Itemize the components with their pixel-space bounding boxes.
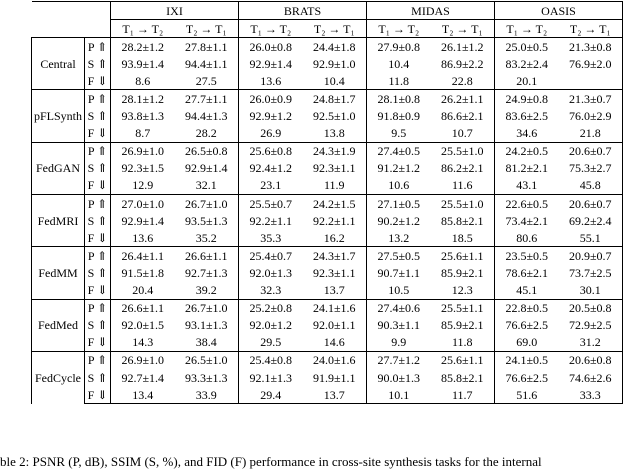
dataset-header: MIDAS (367, 2, 495, 20)
table-row (32, 299, 623, 317)
value-cell: 26.7±1.0 (175, 195, 239, 213)
value-cell: 81.2±2.1 (505, 161, 549, 176)
value-cell: 51.6 (495, 386, 559, 404)
table-row (32, 264, 623, 281)
direction-header: T₁ → T₂ (495, 20, 559, 38)
value-cell: 85.9±2.1 (431, 317, 495, 334)
table-row (32, 247, 623, 265)
value-cell: 26.6±1.1 (111, 299, 175, 317)
value-cell: 30.1 (559, 282, 623, 300)
value-cell: 55.1 (559, 229, 623, 247)
value-cell: 92.9±1.4 (249, 56, 293, 71)
table-caption: ble 2: PSNR (P, dB), SSIM (S, %), and FID (F) performance in cross-site synthesis tasks for the internal (0, 454, 542, 469)
value-cell: 11.6 (431, 177, 495, 195)
metric-label: P ⇑ (85, 38, 111, 56)
value-cell: 83.2±2.4 (505, 56, 549, 71)
table-row (32, 212, 623, 229)
value-cell: 26.9±1.0 (111, 351, 175, 369)
value-cell: 11.7 (431, 386, 495, 404)
value-cell: 24.8±1.7 (303, 90, 367, 108)
value-cell: 93.5±1.3 (175, 212, 239, 229)
value-cell: 13.2 (388, 230, 410, 245)
value-cell: 13.6 (132, 230, 154, 245)
value-cell: 45.8 (559, 177, 623, 195)
value-cell: 92.0±1.5 (121, 318, 165, 333)
value-cell: 91.2±1.2 (377, 161, 421, 176)
value-cell: 13.7 (303, 386, 367, 404)
value-cell: 26.0±0.9 (239, 90, 303, 108)
method-name: FedMRI (32, 195, 85, 247)
metric-label: P ⇑ (85, 351, 111, 369)
value-cell: 35.3 (260, 230, 282, 245)
value-cell: 75.3±2.7 (559, 160, 623, 177)
metric-label: P ⇑ (85, 142, 111, 160)
value-cell: 22.8±0.5 (495, 299, 559, 317)
value-cell: 92.2±1.1 (249, 213, 293, 228)
metric-label: S ⇑ (85, 317, 111, 334)
value-cell: 27.1±0.5 (367, 195, 431, 213)
value-cell: 16.2 (303, 229, 367, 247)
value-cell: 29.4 (239, 386, 303, 404)
value-cell: 86.6±2.1 (431, 108, 495, 125)
value-cell: 90.2±1.2 (377, 213, 421, 228)
value-cell: 92.0±1.1 (303, 317, 367, 334)
value-cell: 92.5±1.0 (303, 108, 367, 125)
value-cell: 11.8 (431, 334, 495, 352)
value-cell: 25.4±0.8 (239, 351, 303, 369)
value-cell: 9.9 (391, 335, 407, 350)
value-cell: 85.8±2.1 (431, 212, 495, 229)
value-cell: 10.4 (303, 72, 367, 90)
results-table (31, 1, 623, 404)
table-row (32, 317, 623, 334)
value-cell: 8.6 (135, 73, 151, 88)
value-cell: 11.8 (388, 73, 410, 88)
value-cell: 74.6±2.6 (559, 369, 623, 386)
metric-label: S ⇑ (85, 108, 111, 125)
value-cell: 23.5±0.5 (495, 247, 559, 265)
table-row (32, 195, 623, 213)
value-cell: 28.2 (175, 125, 239, 143)
direction-header: T₁ → T₂ (239, 20, 303, 38)
value-cell: 94.4±1.3 (175, 108, 239, 125)
method-name: FedMM (32, 247, 85, 299)
metric-label: P ⇑ (85, 195, 111, 213)
value-cell: 92.3±1.1 (303, 160, 367, 177)
value-cell: 22.6±0.5 (495, 195, 559, 213)
value-cell: 26.2±1.1 (431, 90, 495, 108)
table-row (32, 177, 623, 195)
value-cell: 25.6±1.1 (431, 351, 495, 369)
value-cell: 73.7±2.5 (559, 264, 623, 281)
metric-label: S ⇑ (85, 212, 111, 229)
value-cell: 28.1±0.8 (367, 90, 431, 108)
value-cell: 13.7 (303, 282, 367, 300)
value-cell: 32.3 (260, 283, 282, 298)
value-cell: 21.3±0.8 (559, 38, 623, 56)
value-cell: 26.5±0.8 (175, 142, 239, 160)
value-cell: 24.2±0.5 (495, 142, 559, 160)
value-cell: 91.8±0.9 (377, 109, 421, 124)
value-cell: 26.6±1.1 (175, 247, 239, 265)
metric-label: F ⇓ (85, 334, 111, 352)
method-name: FedMed (32, 299, 85, 351)
value-cell: 92.7±1.3 (175, 264, 239, 281)
value-cell: 26.1±1.2 (431, 38, 495, 56)
method-name: Central (32, 38, 85, 90)
value-cell: 24.4±1.8 (303, 38, 367, 56)
value-cell: 34.6 (516, 126, 538, 141)
metric-label: S ⇑ (85, 264, 111, 281)
value-cell: 93.3±1.3 (175, 369, 239, 386)
metric-label: F ⇓ (85, 386, 111, 404)
direction-header: T₁ → T₂ (367, 20, 431, 38)
value-cell: 27.8±1.1 (175, 38, 239, 56)
value-cell: 25.5±1.0 (431, 142, 495, 160)
metric-label: F ⇓ (85, 229, 111, 247)
value-cell: 92.9±1.0 (303, 55, 367, 72)
direction-header: T₂ → T₁ (303, 20, 367, 38)
direction-header: T₁ → T₂ (111, 20, 175, 38)
value-cell: 21.8 (559, 125, 623, 143)
value-cell: 76.9±2.0 (559, 55, 623, 72)
value-cell: 24.3±1.7 (303, 247, 367, 265)
table-row (32, 38, 623, 56)
value-cell: 90.0±1.3 (377, 370, 421, 385)
metric-label: S ⇑ (85, 369, 111, 386)
metric-label: S ⇑ (85, 55, 111, 72)
table-row (32, 160, 623, 177)
value-cell: 39.2 (175, 282, 239, 300)
metric-label: P ⇑ (85, 247, 111, 265)
value-cell: 91.5±1.8 (121, 265, 165, 280)
metric-label: P ⇑ (85, 299, 111, 317)
value-cell: 26.7±1.0 (175, 299, 239, 317)
direction-header-row (32, 20, 623, 38)
value-cell: 24.2±1.5 (303, 195, 367, 213)
value-cell: 38.4 (175, 334, 239, 352)
method-name: pFLSynth (32, 90, 85, 142)
metric-label: F ⇓ (85, 72, 111, 90)
value-cell: 76.0±2.9 (559, 108, 623, 125)
value-cell: 21.3±0.7 (559, 90, 623, 108)
value-cell: 25.0±0.5 (495, 38, 559, 56)
value-cell: 92.4±1.2 (249, 161, 293, 176)
value-cell: 10.1 (367, 386, 431, 404)
metric-label: F ⇓ (85, 177, 111, 195)
metric-label: P ⇑ (85, 90, 111, 108)
value-cell: 25.6±1.1 (431, 247, 495, 265)
value-cell: 13.8 (303, 125, 367, 143)
table-row (32, 142, 623, 160)
value-cell: 92.3±1.5 (121, 161, 165, 176)
value-cell: 26.5±1.0 (175, 351, 239, 369)
value-cell: 24.9±0.8 (495, 90, 559, 108)
value-cell: 31.2 (559, 334, 623, 352)
value-cell: 72.9±2.5 (559, 317, 623, 334)
value-cell: 91.9±1.1 (303, 369, 367, 386)
value-cell: 92.2±1.1 (303, 212, 367, 229)
value-cell: 10.4 (388, 56, 410, 71)
value-cell: 90.3±1.1 (377, 318, 421, 333)
table-row (32, 334, 623, 352)
table-row (32, 125, 623, 143)
table-row (32, 386, 623, 404)
value-cell: 76.6±2.5 (505, 370, 549, 385)
value-cell: 25.5±1.0 (431, 195, 495, 213)
table-row (32, 55, 623, 72)
value-cell: 25.4±0.7 (239, 247, 303, 265)
value-cell: 12.3 (431, 282, 495, 300)
value-cell: 20.5±0.8 (559, 299, 623, 317)
value-cell: 26.9±1.0 (111, 142, 175, 160)
value-cell: 24.1±0.5 (495, 351, 559, 369)
value-cell: 13.6 (260, 73, 282, 88)
value-cell: 22.8 (431, 72, 495, 90)
value-cell: 27.7±1.1 (175, 90, 239, 108)
value-cell: 92.9±1.2 (249, 109, 293, 124)
value-cell: 27.4±0.6 (367, 299, 431, 317)
value-cell: 20.6±0.7 (559, 195, 623, 213)
value-cell: 25.5±0.7 (239, 195, 303, 213)
value-cell: 94.4±1.1 (175, 55, 239, 72)
value-cell: 92.7±1.4 (121, 370, 165, 385)
value-cell: 23.1 (260, 178, 282, 193)
value-cell: 13.4 (111, 386, 175, 404)
value-cell: 27.5 (175, 72, 239, 90)
value-cell: 93.1±1.3 (175, 317, 239, 334)
value-cell: 24.1±1.6 (303, 299, 367, 317)
results-body (32, 38, 623, 404)
value-cell: 92.0±1.3 (249, 265, 293, 280)
value-cell: 28.1±1.2 (111, 90, 175, 108)
value-cell: 73.4±2.1 (505, 213, 549, 228)
value-cell: 26.0±0.8 (239, 38, 303, 56)
table-row (32, 108, 623, 125)
value-cell: 69.0 (516, 335, 538, 350)
value-cell: 20.6±0.8 (559, 351, 623, 369)
dataset-header: OASIS (495, 2, 623, 20)
value-cell: 83.6±2.5 (505, 109, 549, 124)
value-cell: 9.5 (391, 126, 407, 141)
table-row (32, 229, 623, 247)
value-cell: 14.6 (303, 334, 367, 352)
value-cell (559, 72, 623, 90)
value-cell: 45.1 (516, 283, 538, 298)
value-cell: 32.1 (175, 177, 239, 195)
value-cell: 10.5 (388, 283, 410, 298)
value-cell: 90.7±1.1 (377, 265, 421, 280)
value-cell: 85.8±2.1 (431, 369, 495, 386)
value-cell: 12.9 (132, 178, 154, 193)
value-cell: 18.5 (431, 229, 495, 247)
value-cell: 24.3±1.9 (303, 142, 367, 160)
value-cell: 33.9 (175, 386, 239, 404)
value-cell: 8.7 (135, 126, 151, 141)
metric-label: F ⇓ (85, 282, 111, 300)
value-cell: 92.1±1.3 (249, 370, 293, 385)
table-row (32, 369, 623, 386)
value-cell: 92.0±1.2 (249, 318, 293, 333)
table-row (32, 90, 623, 108)
value-cell: 78.6±2.1 (505, 265, 549, 280)
value-cell: 86.2±2.1 (431, 160, 495, 177)
metric-label: F ⇓ (85, 125, 111, 143)
table-row (32, 351, 623, 369)
value-cell: 92.3±1.1 (303, 264, 367, 281)
value-cell: 20.6±0.7 (559, 142, 623, 160)
value-cell: 20.1 (516, 73, 538, 88)
value-cell: 35.2 (175, 229, 239, 247)
table-row (32, 72, 623, 90)
value-cell: 26.4±1.1 (111, 247, 175, 265)
metric-label: S ⇑ (85, 160, 111, 177)
dataset-header-row (32, 2, 623, 20)
value-cell: 27.0±1.0 (111, 195, 175, 213)
value-cell: 10.6 (388, 178, 410, 193)
value-cell: 33.3 (559, 386, 623, 404)
value-cell: 26.9 (260, 126, 282, 141)
direction-header: T₂ → T₁ (175, 20, 239, 38)
value-cell: 24.0±1.6 (303, 351, 367, 369)
value-cell: 80.6 (516, 230, 538, 245)
value-cell: 92.9±1.4 (121, 213, 165, 228)
direction-header: T₂ → T₁ (431, 20, 495, 38)
value-cell: 92.9±1.4 (175, 160, 239, 177)
method-name: FedGAN (32, 142, 85, 194)
value-cell: 11.9 (303, 177, 367, 195)
value-cell: 43.1 (516, 178, 538, 193)
value-cell: 76.6±2.5 (505, 318, 549, 333)
value-cell: 27.9±0.8 (367, 38, 431, 56)
value-cell: 20.4 (132, 283, 154, 298)
value-cell: 93.9±1.4 (121, 56, 165, 71)
value-cell: 14.3 (132, 335, 154, 350)
value-cell: 28.2±1.2 (111, 38, 175, 56)
value-cell: 27.7±1.2 (367, 351, 431, 369)
value-cell: 20.9±0.7 (559, 247, 623, 265)
value-cell: 25.5±1.1 (431, 299, 495, 317)
dataset-header: BRATS (239, 2, 367, 20)
value-cell: 69.2±2.4 (559, 212, 623, 229)
value-cell: 86.9±2.2 (431, 55, 495, 72)
value-cell: 93.8±1.3 (121, 109, 165, 124)
dataset-header: IXI (111, 2, 239, 20)
value-cell: 25.6±0.8 (239, 142, 303, 160)
direction-header: T₂ → T₁ (559, 20, 623, 38)
method-name: FedCycle (32, 351, 85, 403)
value-cell: 85.9±2.1 (431, 264, 495, 281)
value-cell: 27.4±0.5 (367, 142, 431, 160)
table-row (32, 282, 623, 300)
value-cell: 27.5±0.5 (367, 247, 431, 265)
value-cell: 25.2±0.8 (239, 299, 303, 317)
value-cell: 10.7 (431, 125, 495, 143)
value-cell: 29.5 (260, 335, 282, 350)
